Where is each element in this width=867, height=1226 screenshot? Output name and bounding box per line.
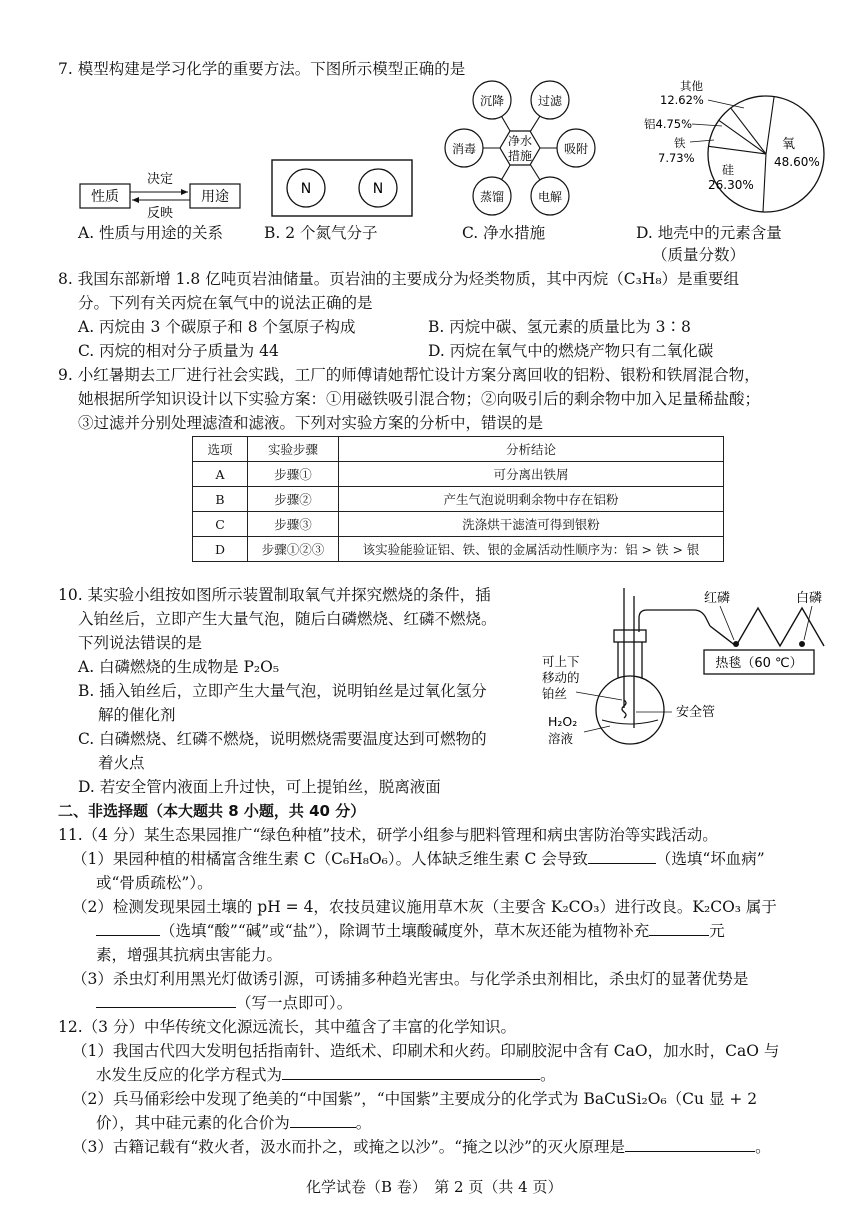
pie-label-fe: 铁 [674,136,686,150]
answer-blank[interactable] [96,993,236,1008]
table-cell: 产生气泡说明剩余物中存在铝粉 [339,487,724,512]
arrow-right-head [181,189,188,195]
table-row [193,462,724,487]
white-phosphorus-label: 白磷 [796,591,823,606]
answer-blank[interactable] [588,849,656,864]
q7-option-d: D. 地壳中的元素含量 [636,224,782,242]
q12-p2-text-b: 价），其中硅元素的化合价为 [96,1114,290,1132]
wire-label-2: 移动的 [542,670,580,685]
table-cell: 步骤② [248,487,339,512]
q7-option-c: C. 净水措施 [462,224,546,242]
table-cell: B [193,487,248,512]
q11-p3-text-b: （写一点即可）。 [236,994,353,1012]
q11-p2-text-c: 元 [709,922,725,940]
q9-line2: 她根据所学知识设计以下实验方案：①用磁铁吸引混合物；②向吸引后的剩余物中加入足量稀盐酸； [78,390,761,408]
diagram-a-bottom-label: 反映 [146,206,174,220]
q8-option-b: B. 丙烷中碳、氢元素的质量比为 3∶8 [428,318,691,336]
wire-label-3: 铂丝 [542,686,568,701]
q10-line2: 入铂丝后，立即产生大量气泡，随后白磷燃烧、红磷不燃烧。 [78,610,497,628]
q10-option-c-1: C. 白磷燃烧、红磷不燃烧，说明燃烧需要温度达到可燃物的 [78,730,487,748]
n-atom-1-label: N [300,181,312,197]
q11-stem: 11.（4 分）某生态果园推广“绿色种植”技术，研学小组参与肥料管理和病虫害防治等实践活动。 [58,826,718,844]
q10-line3: 下列说法错误的是 [78,634,203,652]
diagram-a-right: 用途 [201,189,229,205]
section-2-title: 二、非选择题（本大题共 8 小题，共 40 分） [58,802,366,820]
q9-table [192,436,724,562]
answer-blank[interactable] [96,921,160,936]
q9-line3: ③过滤并分别处理滤渣和滤液。下列对实验方案的分析中，错误的是 [78,414,544,432]
q10-apparatus [540,588,840,760]
wire-label-1: 可上下 [542,654,580,669]
table-cell: C [193,512,248,537]
q10-option-d: D. 若安全管内液面上升过快，可上提铂丝，脱离液面 [78,778,441,796]
q11-part1 [72,848,765,870]
table-cell: 步骤③ [248,512,339,537]
q11-p1-text-c: 或“骨质疏松”）。 [96,874,213,892]
q10-option-b-1: B. 插入铂丝后，立即产生大量气泡，说明铂丝是过氧化氢分 [78,682,487,700]
solution-label-2: 溶液 [548,731,574,746]
table-cell: 步骤① [248,462,339,487]
node-adsorption: 吸附 [563,142,589,156]
q7-option-d-note: （质量分数） [652,246,746,264]
diagram-a [78,170,248,220]
q8-option-c: C. 丙烷的相对分子质量为 44 [78,342,279,360]
pie-label-o-pct: 48.60% [774,155,820,169]
q8-line2: 分。下列有关丙烷在氧气中的说法正确的是 [78,294,373,312]
pie-label-other-pct: 12.62% [660,93,704,107]
q7-stem: 7. 模型构建是学习化学的重要方法。下图所示模型正确的是 [58,60,466,78]
q11-p2-text-b: （选填“酸”“碱”或“盐”），除调节土壤酸碱度外，草木灰还能为植物补充 [160,922,650,940]
diagram-b-frame [272,160,412,216]
table-row [193,537,724,562]
q8-line1: 8. 我国东部新增 1.8 亿吨页岩油储量。页岩油的主要成分为烃类物质，其中丙烷（C₃H₈）是重要组 [58,270,740,288]
q12-p1-text-b: 水发生反应的化学方程式为 [96,1066,283,1084]
safety-tube-label: 安全管 [676,705,716,720]
answer-blank[interactable] [290,1113,356,1128]
diagram-a-top-label: 决定 [146,172,174,187]
table-cell: 洗涤烘干滤渣可得到银粉 [339,512,724,537]
pie-label-si-pct: 26.30% [708,178,754,192]
q12-stem: 12.（3 分）中华传统文化源远流长，其中蕴含了丰富的化学知识。 [58,1018,516,1036]
table-cell: 该实验能验证铝、铁、银的金属活动性顺序为：铝 > 铁 > 银 [339,537,724,562]
q12-p1-text-c: 。 [540,1066,556,1084]
diagram-c [440,78,600,218]
q12-p2-text: （2）兵马俑彩绘中发现了绝美的“中国紫”，“中国紫”主要成分的化学式为 BaCuSi₂O₆（Cu 显 + 2 [72,1090,758,1108]
solution-label-1: H₂O₂ [548,714,578,729]
table-cell: 步骤①②③ [248,537,339,562]
q12-p1-text: （1）我国古代四大发明包括指南针、造纸术、印刷术和火药。印刷胶泥中含有 CaO，加水时，CaO 与 [72,1042,780,1060]
n-atom-2-label: N [372,181,384,197]
table-row [193,512,724,537]
q9-line1: 9. 小红暑期去工厂进行社会实践，工厂的师傅请她帮忙设计方案分离回收的铝粉、银粉和铁屑混合物， [58,366,760,384]
q12-p2-text-c: 。 [355,1114,372,1132]
pie-label-al: 铝4.75% [644,117,693,131]
table-row [193,487,724,512]
diagram-c-center-2: 措施 [507,149,533,163]
arrow-left-head [132,197,139,203]
answer-blank[interactable] [625,1137,755,1152]
red-phosphorus-label: 红磷 [704,591,731,606]
q10-line1: 10. 某实验小组按如图所示装置制取氧气并探究燃烧的条件，插 [58,586,491,604]
pie-chart [640,78,830,218]
table-cell: D [193,537,248,562]
pie-label-o: 氧 [782,137,796,152]
q8-option-a: A. 丙烷由 3 个碳原子和 8 个氢原子构成 [78,318,356,336]
q11-p2-text: （2）检测发现果园土壤的 pH = 4，农技员建议施用草木灰（主要含 K₂CO₃）进行改良。K₂CO₃ 属于 [72,898,777,916]
q10-option-a: A. 白磷燃烧的生成物是 P₂O₅ [78,658,280,676]
delivery-tube [639,610,710,632]
stopper [614,630,646,642]
table-cell: A [193,462,248,487]
q10-option-c-2: 着火点 [98,754,145,772]
q11-p2-text-d: 素，增强其抗病虫害能力。 [96,946,283,964]
q10-option-b-2: 解的催化剂 [98,706,176,724]
table-header: 选项 [193,437,248,462]
page-footer: 化学试卷（B 卷） 第 2 页（共 4 页） [306,1178,563,1196]
pie-label-fe-pct: 7.73% [658,151,695,165]
q12-p3-text: （3）古籍记载有“救火者，汲水而扑之，或掩之以沙”。“掩之以沙”的灭火原理是 [72,1138,626,1156]
diagram-a-left: 性质 [91,189,119,205]
q12-part3 [72,1136,771,1158]
node-distillation: 蒸馏 [479,190,505,204]
q11-part3b [96,992,352,1014]
blanket-label: 热毯（60 ℃） [715,656,803,671]
pie-label-other: 其他 [680,79,703,93]
node-sedimentation: 沉降 [479,94,505,108]
table-header: 实验步骤 [248,437,339,462]
answer-blank[interactable] [282,1065,540,1080]
q11-p3-text: （3）杀虫灯利用黑光灯做诱引源，可诱捕多种趋光害虫。与化学杀虫剂相比，杀虫灯的显著优势是 [72,970,749,988]
q7-option-b: B. 2 个氮气分子 [264,224,378,242]
q12-part2b [96,1112,371,1134]
q11-p1-text-b: （选填“坏血病” [655,850,765,868]
answer-blank[interactable] [649,921,709,936]
node-filtration: 过滤 [537,94,563,108]
diagram-c-center-1: 净水 [507,134,533,148]
q11-p1-text: （1）果园种植的柑橘富含维生素 C（C₆H₈O₆）。人体缺乏维生素 C 会导致 [72,850,588,868]
table-cell: 可分离出铁屑 [339,462,724,487]
liquid-surface [602,720,658,724]
q12-p3-text-b: 。 [755,1138,771,1156]
diagram-b [270,158,415,220]
table-header: 分析结论 [339,437,724,462]
flask-bulb [596,676,664,744]
node-disinfection: 消毒 [451,142,477,156]
pie-label-si: 硅 [722,163,735,177]
q7-option-a: A. 性质与用途的关系 [78,224,224,242]
q8-option-d: D. 丙烷在氧气中的燃烧产物只有二氧化碳 [428,342,714,360]
table-header-row [193,437,724,462]
q12-part1b [96,1064,556,1086]
q11-part2b [96,920,725,942]
node-electrolysis: 电解 [537,190,563,204]
